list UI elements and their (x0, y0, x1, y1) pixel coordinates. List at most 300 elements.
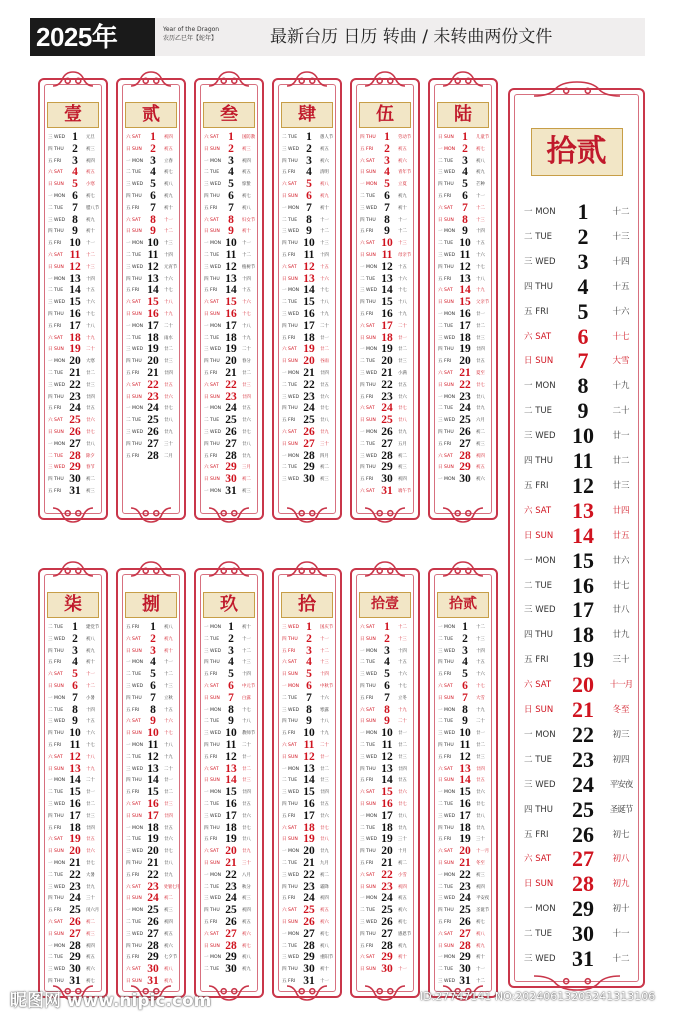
day-row (196, 486, 266, 498)
weekday-label: 一 MON (438, 394, 456, 400)
lunar-date: 初九 (398, 194, 407, 199)
lunar-date: 初三 (164, 908, 173, 914)
day-number: 21 (69, 367, 81, 379)
lunar-date: 七夕节 (164, 955, 178, 961)
lunar-date: 春节 (86, 465, 95, 471)
day-number: 13 (381, 272, 393, 285)
weekday-label: 三 WED (438, 896, 456, 902)
weekday-label: 三 WED (204, 648, 222, 654)
lunar-date: 十四 (242, 672, 251, 678)
weekday-label: 一 MON (282, 931, 300, 937)
weekday-label: 四 THU (438, 908, 454, 914)
lunar-date: 父亲节 (476, 300, 490, 306)
day-row (510, 648, 647, 673)
day-row (118, 203, 188, 215)
lunar-date: 廿一 (398, 731, 407, 737)
day-number: 16 (225, 308, 237, 320)
weekday-label: 三 WED (282, 707, 300, 713)
lunar-date: 初七 (398, 920, 407, 925)
day-number: 9 (306, 225, 312, 238)
lunar-date: 十六 (398, 672, 407, 678)
weekday-label: 三 WED (204, 264, 222, 270)
day-number: 6 (72, 190, 78, 202)
lunar-date: 初八 (164, 182, 173, 188)
day-row (352, 203, 422, 215)
lunar-date: 十七 (320, 288, 329, 294)
weekday-label: 六 SAT (524, 680, 552, 691)
day-number: 3 (228, 644, 234, 657)
lunar-date: 十二 (242, 648, 251, 654)
lunar-date: 十五 (398, 660, 407, 666)
lunar-date: 初八 (164, 967, 173, 973)
year-block (30, 18, 155, 56)
lunar-date: 十六 (164, 719, 173, 725)
lunar-date: 十五 (242, 288, 251, 294)
weekday-label: 六 SAT (48, 335, 63, 341)
day-row (510, 574, 647, 599)
day-number: 4 (72, 166, 78, 179)
weekday-label: 六 SAT (204, 684, 219, 689)
day-row (352, 486, 422, 498)
lunar-date: 初三 (242, 146, 251, 152)
day-number: 2 (384, 142, 390, 155)
weekday-label: 六 SAT (126, 636, 141, 642)
weekday-label: 五 FRI (282, 813, 296, 819)
day-number: 21 (459, 367, 471, 379)
lunar-date: 十一 (398, 217, 407, 223)
weekday-label: 日 SUN (438, 300, 454, 306)
day-number: 21 (225, 857, 237, 869)
lunar-date: 十九 (320, 731, 329, 737)
lunar-date: 十四 (86, 276, 95, 282)
lunar-date: 二十 (398, 323, 407, 329)
day-number: 26 (147, 916, 159, 928)
weekday-label: 日 SUN (282, 276, 298, 282)
lunar-date: 初五 (86, 955, 95, 961)
weekday-label: 四 THU (126, 441, 142, 447)
weekday-label: 三 WED (282, 146, 300, 152)
weekday-label: 一 MON (282, 453, 300, 459)
lunar-date: 十九 (612, 381, 630, 392)
weekday-label: 一 MON (48, 861, 66, 866)
day-row (274, 929, 344, 941)
lunar-date: 初六 (320, 158, 329, 164)
day-number: 27 (303, 927, 315, 940)
day-number: 10 (303, 237, 315, 250)
weekday-label: 五 FRI (282, 418, 296, 424)
day-row (196, 439, 266, 451)
lunar-date: 初七 (164, 170, 173, 176)
day-number: 4 (384, 166, 390, 179)
weekday-label: 二 TUE (438, 406, 454, 412)
weekday-label: 日 SUN (360, 170, 376, 176)
lunar-date: 十八 (476, 276, 485, 282)
weekday-label: 日 SUN (282, 194, 298, 199)
lunar-date: 十二 (86, 253, 95, 258)
weekday-label: 一 MON (282, 205, 300, 211)
day-number: 3 (384, 644, 390, 657)
weekday-label: 四 THU (282, 636, 298, 642)
day-row (510, 250, 647, 275)
weekday-label: 五 FRI (360, 394, 374, 400)
day-number: 26 (381, 426, 393, 438)
day-number: 29 (69, 951, 81, 964)
lunar-date: 廿八 (476, 394, 485, 400)
lunar-date: 廿七 (612, 580, 630, 591)
scroll-ornament-bottom (129, 506, 173, 528)
weekday-label: 六 SAT (204, 465, 219, 471)
day-number: 16 (381, 308, 393, 320)
scroll-ornament-top (51, 560, 95, 582)
watermark-right: ID:27747141 NO:20240613205241313106 (420, 990, 656, 1003)
day-row (510, 549, 647, 574)
lunar-date: 处暑七月 (164, 884, 180, 890)
day-number: 16 (225, 798, 237, 810)
day-number: 22 (381, 868, 393, 881)
day-row (118, 451, 188, 463)
weekday-label: 四 THU (524, 456, 554, 466)
weekday-label: 二 TUE (48, 955, 64, 961)
weekday-label: 五 FRI (360, 312, 374, 317)
weekday-label: 四 THU (360, 300, 376, 306)
lunar-date: 三十 (242, 861, 251, 866)
lunar-date: 廿二 (398, 743, 407, 748)
month-card (194, 568, 264, 998)
day-number: 2 (306, 142, 312, 155)
lunar-date: 大雪 (476, 695, 485, 701)
weekday-label: 三 WED (204, 347, 222, 353)
day-number: 4 (462, 656, 468, 669)
weekday-label: 二 TUE (438, 636, 454, 642)
day-number: 15 (381, 296, 393, 309)
weekday-label: 日 SUN (48, 684, 64, 689)
day-number: 29 (147, 951, 159, 964)
weekday-label: 六 SAT (126, 382, 141, 388)
weekday-label: 二 TUE (360, 194, 376, 199)
day-number: 18 (381, 821, 393, 834)
day-number: 6 (462, 680, 468, 692)
day-number: 10 (225, 237, 237, 250)
lunar-date: 初四 (476, 884, 485, 890)
day-number: 12 (381, 260, 393, 273)
weekday-label: 日 SUN (438, 135, 454, 140)
weekday-label: 一 MON (126, 825, 144, 831)
day-number: 20 (381, 845, 393, 858)
weekday-label: 五 FRI (48, 406, 62, 412)
day-number: 19 (459, 343, 471, 356)
scroll-ornament-top (441, 560, 485, 582)
day-number: 9 (306, 715, 312, 728)
day-row (430, 976, 500, 988)
day-number: 8 (72, 703, 78, 716)
lunar-date: 初六 (398, 908, 407, 914)
weekday-label: 日 SUN (48, 766, 64, 772)
day-row (274, 634, 344, 646)
weekday-label: 六 SAT (438, 205, 453, 211)
weekday-label: 一 MON (360, 896, 378, 902)
day-number: 14 (147, 284, 159, 297)
weekday-label: 四 THU (360, 465, 376, 471)
weekday-label: 二 TUE (360, 359, 376, 365)
lunar-date: 二十 (476, 719, 485, 725)
weekday-label: 四 THU (126, 194, 142, 199)
day-row (352, 929, 422, 941)
day-number: 11 (69, 249, 81, 261)
weekday-label: 五 FRI (438, 754, 452, 760)
lunar-date: 十九 (164, 312, 173, 317)
lunar-date: 廿三 (476, 335, 485, 341)
weekday-label: 二 TUE (360, 660, 376, 666)
day-number: 20 (147, 355, 159, 368)
weekday-label: 五 FRI (126, 288, 140, 294)
day-number: 17 (225, 319, 237, 332)
lunar-date: 十八 (86, 323, 95, 329)
day-row (196, 203, 266, 215)
day-number: 30 (303, 963, 315, 976)
lunar-date: 十二 (398, 625, 407, 630)
weekday-label: 一 MON (126, 660, 144, 666)
day-number: 22 (69, 868, 81, 881)
day-row (510, 374, 647, 399)
lunar-date: 廿五 (164, 825, 173, 831)
day-number: 6 (150, 680, 156, 692)
weekday-label: 一 MON (48, 943, 66, 949)
day-number: 9 (462, 715, 468, 728)
lunar-date: 廿六 (242, 418, 251, 424)
lunar-date: 十二 (612, 954, 630, 964)
day-number: 15 (459, 296, 471, 309)
lunar-date: 十一 (476, 967, 485, 973)
lunar-date: 初八 (476, 158, 485, 164)
day-number: 28 (147, 939, 159, 952)
day-number: 31 (572, 946, 594, 971)
weekday-label: 日 SUN (126, 979, 142, 984)
weekday-label: 四 THU (48, 477, 64, 483)
weekday-label: 六 SAT (360, 872, 375, 878)
weekday-label: 二 TUE (48, 288, 64, 294)
weekday-label: 六 SAT (126, 884, 141, 890)
day-number: 9 (228, 715, 234, 728)
lunar-date: 初九 (86, 648, 95, 654)
lunar-date: 冬至 (476, 861, 485, 866)
weekday-label: 六 SAT (48, 418, 63, 424)
weekday-label: 四 THU (126, 778, 142, 784)
weekday-label: 二 TUE (126, 170, 142, 176)
weekday-label: 三 WED (438, 648, 456, 654)
lunar-date: 二十 (398, 719, 407, 725)
day-number: 9 (462, 225, 468, 238)
lunar-date: 初四 (164, 135, 173, 140)
day-number: 9 (72, 225, 78, 238)
weekday-label: 一 MON (48, 276, 66, 282)
lunar-date: 十六 (476, 253, 485, 258)
weekday-label: 六 SAT (360, 489, 375, 494)
weekday-label: 日 SUN (360, 884, 376, 890)
day-number: 19 (572, 647, 594, 673)
lunar-date: 腊八节 (86, 205, 100, 211)
day-number: 29 (225, 951, 237, 964)
lunar-date: 小暑 (86, 695, 95, 701)
lunar-date: 十七 (86, 312, 95, 317)
weekday-label: 四 THU (360, 684, 376, 689)
lunar-date: 廿三 (164, 359, 173, 365)
day-number: 15 (147, 296, 159, 309)
lunar-date: 初九 (476, 943, 485, 949)
day-row (40, 811, 110, 823)
day-number: 10 (381, 237, 393, 250)
lunar-date: 廿三 (86, 813, 95, 819)
day-number: 28 (381, 939, 393, 952)
lunar-date: 十五 (612, 281, 630, 292)
weekday-label: 六 SAT (524, 505, 552, 516)
weekday-label: 四 THU (524, 630, 554, 641)
day-number: 12 (459, 750, 471, 763)
lunar-date: 廿八 (398, 813, 407, 819)
lunar-date: 十三 (398, 636, 407, 642)
weekday-label: 六 SAT (438, 849, 453, 855)
weekday-label: 三 WED (360, 920, 378, 925)
lunar-date: 四月 (320, 453, 329, 459)
weekday-label: 二 TUE (48, 453, 64, 459)
weekday-label: 四 THU (360, 382, 376, 388)
lunar-date: 二十 (86, 347, 95, 353)
day-row (510, 275, 647, 300)
day-number: 20 (225, 845, 237, 858)
lunar-date: 感恩节 (398, 931, 412, 937)
scroll-ornament-top (532, 80, 622, 102)
day-number: 29 (572, 896, 594, 922)
day-number: 25 (147, 414, 159, 427)
lunar-date: 初八 (612, 854, 630, 865)
lunar-date: 十四 (320, 672, 329, 678)
lunar-date: 廿七 (242, 430, 251, 435)
weekday-label: 二 TUE (48, 625, 64, 630)
lunar-date: 二月 (164, 453, 173, 459)
lunar-date: 初四 (86, 943, 95, 949)
weekday-label: 四 THU (282, 802, 298, 807)
day-number: 27 (225, 437, 237, 450)
day-row (352, 752, 422, 764)
lunar-date: 初二 (164, 896, 173, 902)
lunar-date: 廿五 (320, 802, 329, 807)
weekday-label: 日 SUN (204, 695, 220, 701)
lunar-date: 廿九 (242, 849, 251, 855)
day-number: 10 (225, 727, 237, 740)
lunar-date: 十九 (476, 707, 485, 713)
scroll-ornament-top (363, 560, 407, 582)
day-number: 11 (225, 739, 237, 751)
day-row (196, 964, 266, 976)
day-row (274, 380, 344, 392)
day-number: 26 (147, 426, 159, 438)
lunar-date: 初二 (320, 465, 329, 471)
day-number: 8 (150, 703, 156, 716)
lunar-date: 初六 (242, 931, 251, 937)
day-row (118, 321, 188, 333)
weekday-label: 二 TUE (204, 884, 220, 890)
weekday-label: 日 SUN (282, 754, 298, 760)
lunar-date: 十九 (242, 335, 251, 341)
lunar-date: 廿二 (398, 347, 407, 353)
lunar-date: 妇女节 (242, 217, 256, 223)
lunar-date: 十六 (398, 276, 407, 282)
day-number: 26 (69, 426, 81, 438)
weekday-label: 一 MON (48, 441, 66, 447)
weekday-label: 一 MON (524, 729, 556, 740)
day-number: 13 (147, 272, 159, 285)
day-number: 11 (381, 739, 393, 751)
day-number: 27 (381, 927, 393, 940)
weekday-label: 二 TUE (360, 743, 376, 748)
day-number: 21 (303, 857, 315, 869)
lunar-date: 初八 (86, 636, 95, 642)
lunar-date: 初十 (86, 660, 95, 666)
lunar-date: 立春 (164, 158, 173, 164)
day-number: 18 (69, 331, 81, 344)
day-number: 13 (303, 272, 315, 285)
weekday-label: 日 SUN (360, 719, 376, 725)
lunar-date: 廿六 (476, 790, 485, 796)
weekday-label: 三 WED (524, 605, 556, 616)
day-number: 18 (69, 821, 81, 834)
weekday-label: 四 THU (360, 931, 376, 937)
weekday-label: 一 MON (524, 555, 556, 566)
day-number: 17 (459, 809, 471, 822)
lunar-date: 廿六 (398, 394, 407, 400)
lunar-date: 初二 (398, 453, 407, 459)
weekday-label: 五 FRI (204, 837, 218, 843)
scroll-ornament-bottom (363, 984, 407, 1006)
lunar-date: 十八 (242, 323, 251, 329)
lunar-date: 初二 (242, 477, 251, 483)
lunar-date: 十三 (242, 660, 251, 666)
day-row (352, 870, 422, 882)
lunar-date: 十一 (164, 217, 173, 223)
day-number: 2 (577, 223, 589, 249)
weekday-label: 六 SAT (438, 766, 453, 772)
lunar-date: 十一 (242, 636, 251, 642)
day-number: 8 (384, 703, 390, 716)
day-number: 16 (147, 308, 159, 320)
weekday-label: 三 WED (282, 229, 300, 235)
weekday-label: 日 SUN (438, 695, 454, 701)
day-number: 4 (462, 166, 468, 179)
weekday-label: 一 MON (524, 904, 556, 915)
lunar-date: 廿四 (164, 813, 173, 819)
lunar-date: 十七 (398, 288, 407, 294)
lunar-date: 廿三 (398, 359, 407, 365)
weekday-label: 六 SAT (438, 453, 453, 459)
weekday-label: 日 SUN (524, 530, 554, 541)
day-row (118, 634, 188, 646)
day-number: 29 (459, 461, 471, 474)
weekday-label: 日 SUN (48, 347, 64, 353)
day-number: 27 (572, 846, 594, 872)
day-number: 12 (225, 750, 237, 763)
weekday-label: 六 SAT (360, 406, 375, 412)
weekday-label: 五 FRI (282, 253, 296, 258)
weekday-label: 日 SUN (282, 672, 298, 678)
lunar-date: 初三 (476, 872, 485, 878)
day-number: 25 (459, 904, 471, 917)
day-number: 30 (147, 963, 159, 976)
day-number: 25 (303, 414, 315, 427)
lunar-date: 十一 (612, 929, 630, 940)
day-number: 23 (225, 880, 237, 893)
day-number: 4 (577, 273, 589, 299)
weekday-label: 四 THU (48, 813, 64, 819)
lunar-date: 廿五 (164, 382, 173, 388)
